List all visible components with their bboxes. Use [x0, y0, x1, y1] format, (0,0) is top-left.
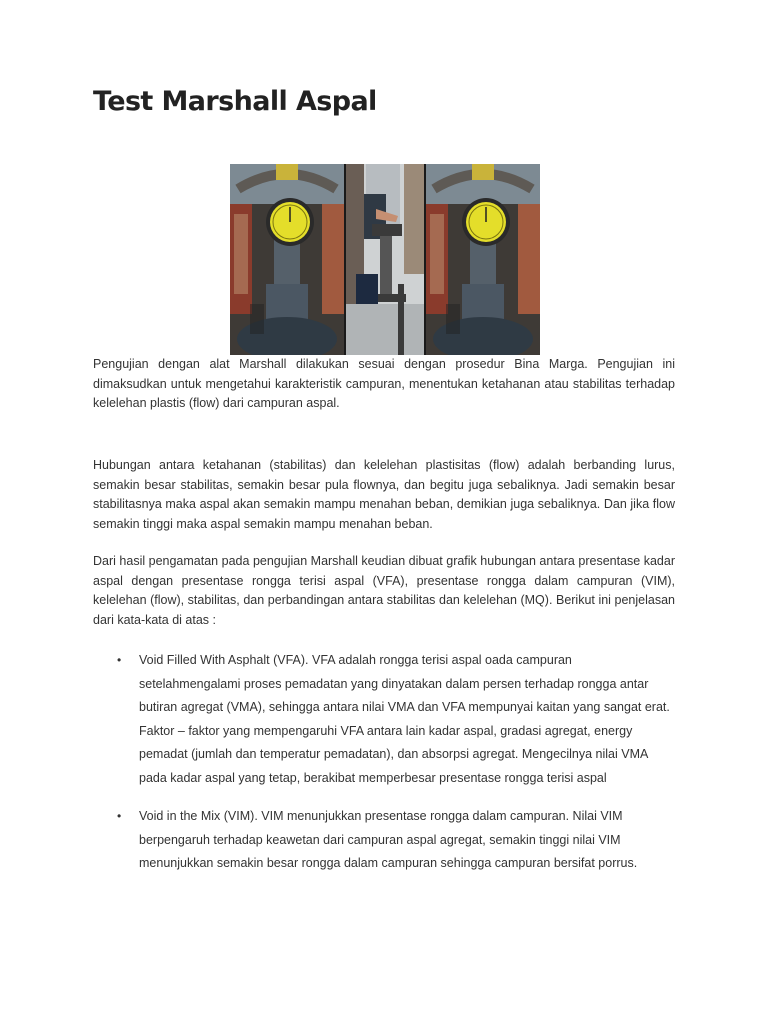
- stability-flow-paragraph: Hubungan antara ketahanan (stabilitas) dan kelelehan plastisitas (flow) adalah berbanding lurus, semakin besar stabilitas, semakin besar pula flownya, dan begitu juga sebaliknya. Jadi semakin besar stabilitasnya maka aspal akan semakin mampu menahan beban, demikian juga sebaliknya. Dan jika flow semakin tinggi maka aspal semakin mampu menahan beban.: [93, 458, 675, 531]
- list-item-vim: [93, 805, 675, 876]
- marshall-test-photo-collage: [230, 164, 540, 355]
- page-title: Test Marshall Aspal: [93, 86, 377, 117]
- bullet-icon: •: [117, 653, 122, 667]
- list-item-vfa: [93, 649, 675, 790]
- list-item-text: Void Filled With Asphalt (VFA). VFA adalah rongga terisi aspal oada campuran setelahmengalami proses pemadatan yang dinyatakan dalam persen terhadap rongga antar butiran agregat (VMA), sehingga antara nilai VMA dan VFA mempunyai kaitan yang sangat erat. Faktor – faktor yang mempengaruhi VFA antara lain kadar aspal, gradasi agregat, energy pemadat (jumlah dan temperatur pemadatan), dan absorpsi agregat. Mengecilnya nilai VMA pada kadar aspal yang tetap, berakibat memperbesar presentase rongga terisi aspal: [139, 653, 670, 785]
- dial-gauge-photo-right: [426, 164, 540, 355]
- list-item-text: Void in the Mix (VIM). VIM menunjukkan presentase rongga dalam campuran. Nilai VIM berpengaruh terhadap keawetan dari campuran aspal agregat, semakin tinggi nilai VIM menunjukkan semakin besar rongga dalam campuran sehingga campuran bersifat porrus.: [139, 809, 638, 870]
- dial-gauge-photo-left: [230, 164, 344, 355]
- marshall-press-photo: [346, 164, 424, 355]
- definitions-list: [93, 649, 675, 891]
- bullet-icon: •: [117, 809, 122, 823]
- observation-paragraph: Dari hasil pengamatan pada pengujian Marshall keudian dibuat grafik hubungan antara presentase kadar aspal dengan presentase rongga terisi aspal (VFA), presentase rongga dalam campuran (VIM), kelelehan (flow), stabilitas, dan perbandingan antara stabilitas dan kelelehan (MQ). Berikut ini penjelasan dari kata-kata di atas :: [93, 554, 675, 627]
- intro-paragraph: Pengujian dengan alat Marshall dilakukan sesuai dengan prosedur Bina Marga. Pengujian ini dimaksudkan untuk mengetahui karakteristik campuran, menentukan ketahanan atau stabilitas terhadap kelelehan plastis (flow) dari campuran aspal.: [93, 357, 675, 410]
